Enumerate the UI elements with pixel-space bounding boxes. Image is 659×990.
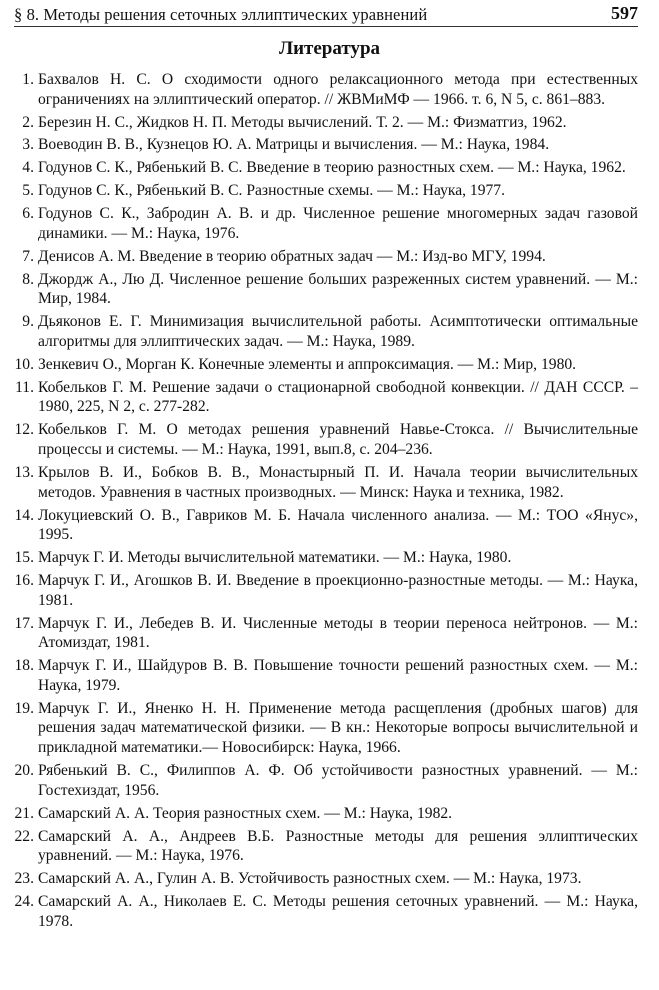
reference-item (14, 420, 638, 459)
running-title: § 8. Методы решения сеточных эллиптических уравнений (14, 5, 428, 24)
reference-number: 15. (14, 549, 34, 567)
page-number: 597 (611, 3, 638, 23)
reference-text: Кобельков Г. М. О методах решения уравнений Навье-Стокса. // Вычислительные процессы и системы. — М.: Наука, 1991, вып.8, с. 204–236. (38, 421, 638, 459)
reference-item (14, 312, 638, 351)
reference-number: 10. (14, 355, 34, 373)
reference-number: 7. (22, 247, 34, 265)
reference-text: Денисов А. М. Введение в теорию обратных задач — М.: Изд-во МГУ, 1994. (38, 247, 546, 265)
section-title: Литература (278, 38, 381, 59)
reference-number: 11. (15, 378, 34, 396)
reference-text: Джордж А., Лю Д. Численное решение больших разреженных систем уравнений. — М.: Мир, 1984. (38, 270, 638, 308)
reference-text: Марчук Г. И. Методы вычислительной математики. — М.: Наука, 1980. (38, 549, 512, 567)
reference-number: 8. (22, 270, 34, 288)
reference-number: 19. (14, 699, 34, 717)
reference-text: Самарский А. А., Николаев Е. С. Методы решения сеточных уравнений. — М.: Наука, 1978. (38, 893, 638, 930)
reference-text: Рябенький В. С., Филиппов А. Ф. Об устойчивости разностных уравнений. — М.: Гостехиздат, 1956. (38, 762, 638, 799)
reference-text: Годунов С. К., Рябенький В. С. Разностные схемы. — М.: Наука, 1977. (38, 182, 506, 200)
running-header (14, 4, 638, 27)
reference-item (14, 158, 638, 178)
reference-text: Самарский А. А., Андреев В.Б. Разностные методы для решения эллиптических уравнений. — М.: Наука, 1976. (38, 827, 638, 865)
reference-number: 6. (22, 205, 34, 223)
reference-number: 12. (14, 421, 34, 439)
reference-number: 23. (14, 870, 34, 888)
reference-item (14, 113, 638, 133)
reference-item (14, 804, 638, 824)
reference-text: Воеводин В. В., Кузнецов Ю. А. Матрицы и вычисления. — М.: Наука, 1984. (38, 136, 550, 154)
reference-text: Марчук Г. И., Лебедев В. И. Численные методы в теории переноса нейтронов. — М.: Атомиздат, 1981. (38, 614, 638, 652)
reference-item (14, 463, 638, 502)
reference-number: 18. (14, 657, 34, 675)
reference-number: 4. (22, 159, 34, 177)
reference-item (14, 181, 638, 201)
reference-number: 5. (22, 182, 34, 200)
reference-text: Дьяконов Е. Г. Минимизация вычислительной работы. Асимптотически оптимальные алгоритмы для эллиптических задач. — М.: Наука, 1989. (38, 313, 638, 350)
reference-number: 17. (14, 614, 34, 632)
reference-text: Кобельков Г. М. Решение задачи о стационарной свободной конвекции. // ДАН СССР. – 1980, 225, N 2, с. 277-282. (38, 378, 638, 416)
reference-item (14, 827, 638, 866)
reference-item (14, 355, 638, 375)
reference-text: Бахвалов Н. С. О сходимости одного релаксационного метода при естественных ограничениях на эллиптический оператор. // ЖВМиМФ — 1966. т. 6, N 5, с. 861–883. (38, 71, 638, 108)
reference-number: 16. (14, 571, 34, 589)
reference-number: 13. (14, 463, 34, 481)
reference-item (14, 614, 638, 653)
reference-number: 20. (14, 762, 34, 780)
reference-text: Самарский А. А., Гулин А. В. Устойчивость разностных схем. — М.: Наука, 1973. (38, 870, 582, 888)
reference-number: 9. (22, 313, 34, 331)
reference-number: 22. (14, 827, 34, 845)
reference-text: Марчук Г. И., Шайдуров В. В. Повышение точности решений разностных схем. — М.: Наука, 1979. (38, 657, 638, 694)
reference-number: 24. (14, 893, 34, 911)
reference-item (14, 247, 638, 267)
reference-item (14, 548, 638, 568)
reference-item (14, 699, 638, 758)
reference-number: 1. (22, 71, 34, 88)
reference-text: Березин Н. С., Жидков Н. П. Методы вычислений. Т. 2. — М.: Физматгиз, 1962. (38, 113, 567, 131)
reference-text: Самарский А. А. Теория разностных схем. — М.: Наука, 1982. (38, 804, 453, 822)
reference-item (14, 270, 638, 309)
reference-text: Зенкевич О., Морган К. Конечные элементы и аппроксимация. — М.: Мир, 1980. (38, 355, 577, 373)
reference-item (14, 70, 638, 109)
reference-number: 21. (14, 804, 34, 822)
reference-item (14, 571, 638, 610)
reference-item (14, 892, 638, 931)
reference-number: 14. (14, 506, 34, 524)
reference-item (14, 506, 638, 545)
reference-item (14, 869, 638, 889)
reference-text: Локуциевский О. В., Гавриков М. Б. Начала численного анализа. — М.: ТОО «Янус», 1995. (38, 506, 638, 544)
reference-text: Крылов В. И., Бобков В. В., Монастырный П. И. Начала теории вычислительных методов. Уравнения в частных производных. — Минск: Наука и техника, 1982. (38, 463, 638, 501)
reference-item (14, 378, 638, 417)
reference-item (14, 761, 638, 800)
reference-item (14, 204, 638, 243)
reference-list (14, 70, 638, 935)
reference-item (14, 656, 638, 695)
reference-number: 3. (22, 136, 34, 154)
reference-text: Марчук Г. И., Яненко Н. Н. Применение метода расщепления (дробных шагов) для решения задач математической физики. — В кн.: Некоторые вопросы вычислительной и прикладной математики.— Новосибирск: Наука, 1966. (38, 699, 638, 757)
reference-text: Годунов С. К., Забродин А. В. и др. Численное решение многомерных задач газовой динамики. — М.: Наука, 1976. (38, 205, 638, 242)
reference-text: Марчук Г. И., Агошков В. И. Введение в проекционно-разностные методы. — М.: Наука, 1981. (38, 571, 638, 609)
reference-item (14, 135, 638, 155)
reference-text: Годунов С. К., Рябенький В. С. Введение в теорию разностных схем. — М.: Наука, 1962. (38, 159, 626, 177)
reference-number: 2. (22, 113, 34, 131)
